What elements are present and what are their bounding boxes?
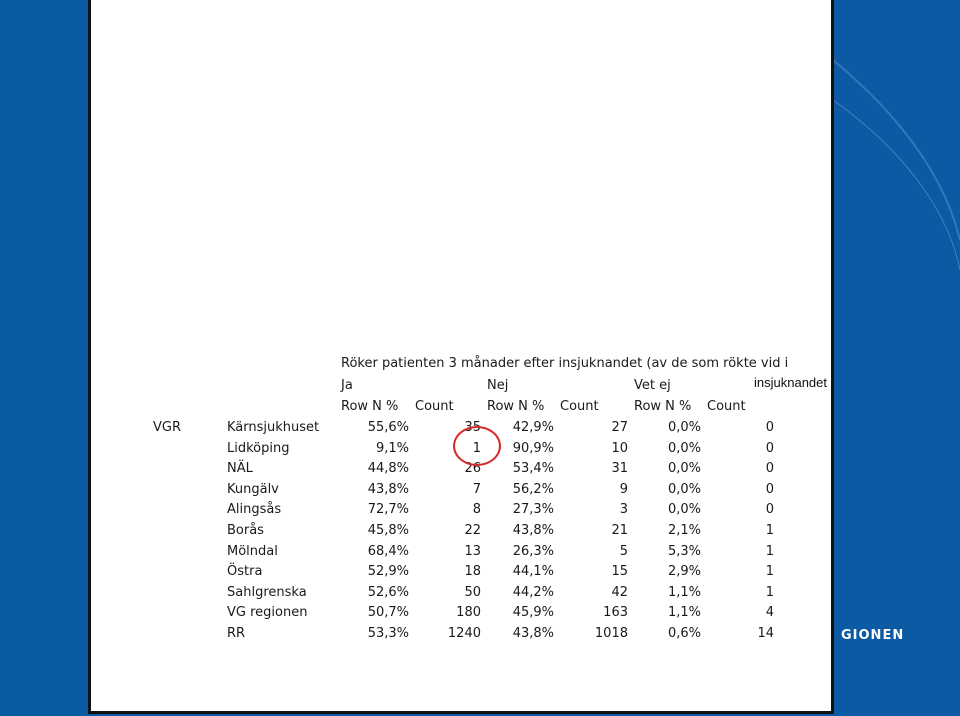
decorative-curve [833,0,960,716]
ja-percent: 50,7% [367,605,409,620]
nej-percent: 56,2% [512,482,554,497]
nej-count: 9 [619,482,628,497]
vet-ej-count: 0 [765,441,774,456]
slide-content [88,0,834,714]
column-header: Row N % [341,399,399,414]
ja-count: 180 [456,605,481,620]
ja-percent: 43,8% [367,482,409,497]
overlay-text: insjuknandet [754,375,827,390]
hospital-name: Mölndal [227,544,278,559]
hospital-name: Borås [227,523,264,538]
ja-percent: 44,8% [367,461,409,476]
vet-ej-percent: 0,0% [667,420,701,435]
ja-count: 1240 [447,626,481,641]
hospital-name: Kungälv [227,482,279,497]
vet-ej-count: 0 [765,461,774,476]
vet-ej-count: 4 [765,605,774,620]
nej-count: 15 [611,564,628,579]
ja-percent: 45,8% [367,523,409,538]
nej-count: 1018 [594,626,628,641]
nej-count: 31 [611,461,628,476]
ja-count: 13 [464,544,481,559]
hospital-name: RR [227,626,246,641]
nej-percent: 53,4% [512,461,554,476]
ja-count: 1 [472,441,481,456]
right-background-panel [833,0,960,716]
vet-ej-percent: 0,0% [667,461,701,476]
left-background-panel [0,0,90,716]
vet-ej-percent: 2,9% [667,564,701,579]
vet-ej-count: 1 [765,523,774,538]
vet-ej-percent: 1,1% [667,585,701,600]
nej-percent: 43,8% [512,523,554,538]
group-header-ja: Ja [341,378,353,393]
nej-percent: 90,9% [512,441,554,456]
ja-percent: 68,4% [367,544,409,559]
vet-ej-count: 14 [757,626,774,641]
hospital-name: Sahlgrenska [227,585,307,600]
data-table [91,0,834,714]
vet-ej-count: 1 [765,544,774,559]
nej-percent: 27,3% [512,502,554,517]
ja-percent: 52,6% [367,585,409,600]
vet-ej-percent: 2,1% [667,523,701,538]
table-title: Röker patienten 3 månader efter insjuknandet (av de som rökte vid i [341,356,789,371]
ja-percent: 52,9% [367,564,409,579]
ja-percent: 55,6% [367,420,409,435]
ja-count: 7 [472,482,481,497]
nej-count: 27 [611,420,628,435]
column-header: Row N % [634,399,692,414]
nej-count: 5 [619,544,628,559]
group-header-nej: Nej [487,378,509,393]
column-header: Row N % [487,399,545,414]
column-header: Count [560,399,599,414]
nej-percent: 44,2% [512,585,554,600]
column-header: Count [415,399,454,414]
nej-percent: 26,3% [512,544,554,559]
ja-percent: 53,3% [367,626,409,641]
vet-ej-percent: 0,0% [667,502,701,517]
group-header-vet-ej: Vet ej [634,378,671,393]
nej-percent: 44,1% [512,564,554,579]
ja-percent: 72,7% [367,502,409,517]
ja-count: 8 [472,502,481,517]
vet-ej-percent: 1,1% [667,605,701,620]
vet-ej-count: 0 [765,482,774,497]
vet-ej-count: 1 [765,585,774,600]
hospital-name: Lidköping [227,441,290,456]
nej-percent: 45,9% [512,605,554,620]
hospital-name: Alingsås [227,502,282,517]
hospital-name: Östra [227,564,263,579]
vet-ej-count: 0 [765,502,774,517]
vet-ej-percent: 0,0% [667,482,701,497]
nej-percent: 42,9% [512,420,554,435]
ja-count: 50 [464,585,481,600]
hospital-name: NÄL [227,461,253,476]
hospital-name: VG regionen [227,605,308,620]
highlight-circle [453,426,501,466]
ja-count: 35 [464,420,481,435]
region-label: VGR [153,420,181,435]
vet-ej-count: 0 [765,420,774,435]
vet-ej-percent: 5,3% [667,544,701,559]
ja-percent: 9,1% [375,441,409,456]
nej-count: 21 [611,523,628,538]
nej-count: 163 [603,605,628,620]
hospital-name: Kärnsjukhuset [227,420,320,435]
ja-count: 18 [464,564,481,579]
vet-ej-percent: 0,6% [667,626,701,641]
vet-ej-percent: 0,0% [667,441,701,456]
vet-ej-count: 1 [765,564,774,579]
ja-count: 22 [464,523,481,538]
nej-count: 42 [611,585,628,600]
brand-logo-text: GIONEN [841,628,905,643]
nej-count: 10 [611,441,628,456]
column-header: Count [707,399,746,414]
nej-percent: 43,8% [512,626,554,641]
nej-count: 3 [619,502,628,517]
ja-count: 26 [464,461,481,476]
